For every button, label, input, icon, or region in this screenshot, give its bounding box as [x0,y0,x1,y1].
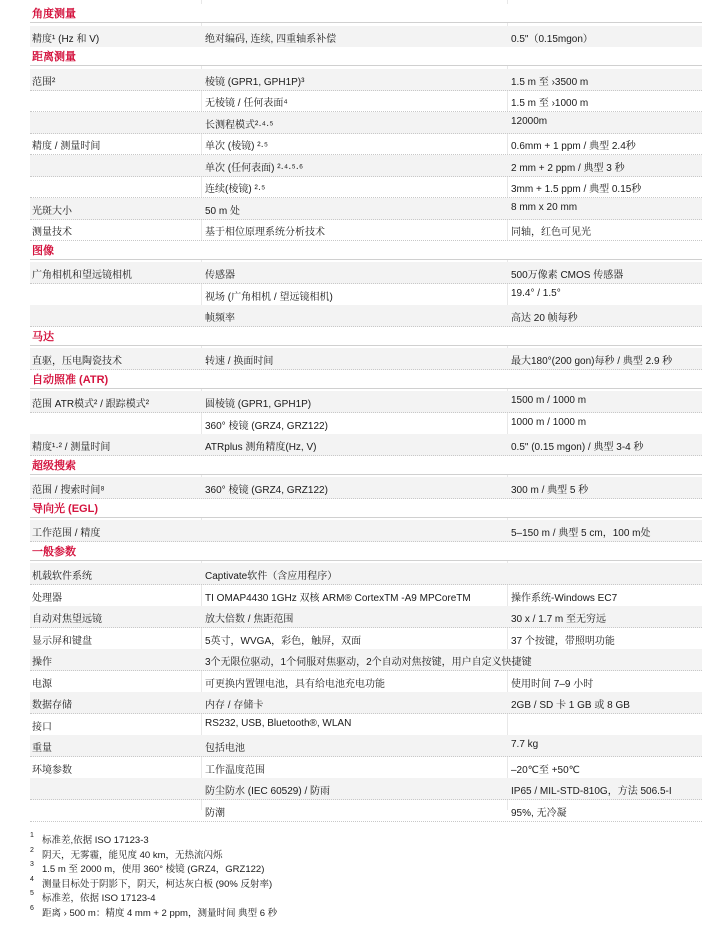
row-condition: 工作温度范围 [205,764,265,776]
table-row [30,735,702,757]
footnote-number: 1 [30,832,34,839]
row-value: 7.7 kg [511,739,539,750]
row-condition: 放大倍数 / 焦距范围 [205,614,294,625]
row-label: 环境参数 [32,764,72,776]
footnote-text: 标准差，依据 ISO 17123-4 [42,893,156,904]
row-value: 5–150 m / 典型 5 cm，100 m处 [511,528,651,539]
row-condition: 3个无限位驱动，1个伺服对焦驱动，2个自动对焦按键，用户自定义快捷键 [205,657,532,668]
row-condition: 连续(棱镜) ²·⁵ [205,184,266,195]
section-title: 超级搜索 [32,459,76,472]
footnote-number: 2 [30,846,34,854]
row-condition: TI OMAP4430 1GHz 双核 ARM® CortexTM -A9 MPCoreTM [205,592,471,604]
row-condition: 无棱镜 / 任何表面⁴ [205,98,288,109]
row-label: 范围 ATR模式² / 跟踪模式² [32,399,150,410]
row-label: 数据存储 [32,700,72,711]
row-condition: 防尘防水 (IEC 60529) / 防雨 [205,786,331,797]
row-value: 0.5" (0.15 mgon) / 典型 3-4 秒 [511,442,644,453]
row-condition: 360° 棱镜 (GRZ4, GRZ122) [205,420,328,432]
table-row [30,219,702,241]
section-header [30,499,702,518]
row-label: 精度 / 测量时间 [32,141,101,152]
row-label: 工作范围 / 精度 [32,528,101,539]
section-header [30,327,702,346]
row-label: 广角相机和望远镜相机 [32,270,132,281]
table-row [30,563,702,585]
row-value: 2GB / SD 卡 1 GB 或 8 GB [511,700,630,711]
row-label: 接口 [32,721,52,733]
footnote [30,861,690,876]
section-title: 距离测量 [32,51,76,63]
row-value: 1000 m / 1000 m [511,416,587,428]
row-value: 操作系统-Windows EC7 [511,592,618,604]
section-header [30,47,702,66]
section-title: 角度测量 [32,8,76,20]
footnote-number: 4 [30,875,34,883]
table-row [30,69,702,91]
table-row [30,176,702,198]
table-row [30,413,702,435]
section-title: 一般参数 [32,545,76,558]
footnote-number: 6 [30,904,34,912]
row-condition: 360° 棱镜 (GRZ4, GRZ122) [205,485,328,496]
table-row [30,198,702,220]
table-row [30,757,702,779]
table-row [30,628,702,650]
table-row [30,606,702,628]
table-row [30,585,702,607]
footnote-number: 3 [30,861,34,868]
row-condition: 长测程模式²·⁴·⁵ [205,119,274,131]
footnote-text: 测量目标处于阴影下，阴天，柯达灰白板 (90% 反射率) [42,878,273,890]
table-row [30,133,702,155]
row-label: 测量技术 [32,227,72,238]
row-label: 机载软件系统 [32,571,92,582]
row-condition: 单次 (棱镜) ²·⁵ [205,141,269,152]
footnote [30,832,690,847]
table-row [30,714,702,736]
row-label: 操作 [32,657,52,668]
section-header [30,456,702,475]
row-condition: 内存 / 存储卡 [205,700,264,711]
section-title: 图像 [32,244,54,257]
row-condition: 可更换内置锂电池，具有给电池充电功能 [205,678,385,690]
row-value: 37 个按键，带照明功能 [511,635,615,647]
footnote-text: 1.5 m 至 2000 m，使用 360° 棱镜 (GRZ4，GRZ122) [42,864,265,875]
row-value: 1.5 m 至 ›1000 m [511,98,589,109]
table-row [30,520,702,542]
section-title: 自动照准 (ATR) [32,373,109,386]
row-condition: 包括电池 [205,743,245,754]
row-value: 12000m [511,115,548,127]
table-row [30,477,702,499]
table-row [30,391,702,413]
section-header [30,241,702,260]
row-label: 电源 [32,678,52,690]
table-row [30,305,702,327]
row-condition: Captivate软件（含应用程序） [205,571,338,582]
row-label: 处理器 [32,592,62,604]
section-header [30,4,702,23]
table-row [30,155,702,177]
row-label: 范围² [32,76,56,88]
footnote-text: 标准差,依据 ISO 17123-3 [42,835,149,846]
table-row [30,26,702,48]
table-row [30,692,702,714]
row-value: 1500 m / 1000 m [511,395,587,406]
row-label: 精度¹ (Hz 和 V) [32,33,100,45]
row-value: 2 mm + 2 ppm / 典型 3 秒 [511,162,625,174]
row-value: 300 m / 典型 5 秒 [511,485,589,496]
row-condition: 绝对编码, 连续, 四重轴系补偿 [205,33,337,45]
row-label: 精度¹·² / 测量时间 [32,442,111,453]
row-value: 95%, 无冷凝 [511,807,567,819]
row-value: –20℃至 +50℃ [511,764,580,776]
row-value: 3mm + 1.5 ppm / 典型 0.15秒 [511,184,642,195]
row-condition: 5英寸，WVGA，彩色，触屏，双面 [205,635,362,647]
footnotes [30,832,690,919]
footnote [30,876,690,891]
row-label: 直驱，压电陶瓷技术 [32,356,122,367]
row-value: IP65 / MIL-STD-810G，方法 506.5-I [511,786,672,797]
row-value: 使用时间 7–9 小时 [511,678,594,690]
table-row [30,262,702,284]
footnote [30,905,690,920]
row-label: 重量 [32,743,52,754]
footnote-text: 阴天，无雾霾，能见度 40 km，无热流闪烁 [42,849,223,861]
table-row [30,348,702,370]
row-label: 显示屏和键盘 [32,635,92,647]
row-value: 0.6mm + 1 ppm / 典型 2.4秒 [511,141,636,152]
row-value: 500万像素 CMOS 传感器 [511,270,624,281]
row-label: 自动对焦望远镜 [32,614,102,625]
row-value: 8 mm x 20 mm [511,201,578,213]
row-value: 高达 20 帧每秒 [511,313,578,324]
row-condition: RS232, USB, Bluetooth®, WLAN [205,717,352,729]
row-condition: 传感器 [205,270,235,281]
row-value: 30 x / 1.7 m 至无穷远 [511,614,607,625]
table-row [30,778,702,800]
row-condition: 基于相位原理系统分析技术 [205,227,325,238]
row-condition: 棱镜 (GPR1, GPH1P)³ [205,76,305,88]
row-value: 0.5"（0.15mgon） [511,33,593,45]
row-condition: 转速 / 换面时间 [205,356,274,367]
row-condition: 单次 (任何表面) ²·⁴·⁵·⁶ [205,162,304,174]
section-header [30,542,702,561]
row-value: 19.4° / 1.5° [511,287,561,299]
row-condition: 帧频率 [205,313,235,324]
table-row [30,649,702,671]
row-condition: 防潮 [205,807,225,819]
row-condition: ATRplus 测角精度(Hz, V) [205,442,317,453]
table-row [30,112,702,134]
row-value: 同轴，红色可见光 [511,227,591,238]
footnote-text: 距离 › 500 m：精度 4 mm + 2 ppm，测量时间 典型 6 秒 [42,907,278,919]
footnote-number: 5 [30,890,34,897]
row-condition: 50 m 处 [205,205,241,217]
table-row [30,800,702,822]
table-row [30,90,702,112]
section-title: 马达 [32,330,54,343]
table-row [30,284,702,306]
row-value: 最大180°(200 gon)每秒 / 典型 2.9 秒 [511,356,673,367]
section-title: 导向光 (EGL) [32,502,98,515]
table-row [30,671,702,693]
footnote [30,890,690,905]
section-header [30,370,702,389]
row-value: 1.5 m 至 ›3500 m [511,76,589,88]
row-label: 光斑大小 [32,205,72,217]
table-row [30,434,702,456]
footnote [30,847,690,862]
row-label: 范围 / 搜索时间⁸ [32,485,105,496]
row-condition: 圆棱镜 (GPR1, GPH1P) [205,399,312,410]
row-condition: 视场 (广角相机 / 望远镜相机) [205,291,333,303]
